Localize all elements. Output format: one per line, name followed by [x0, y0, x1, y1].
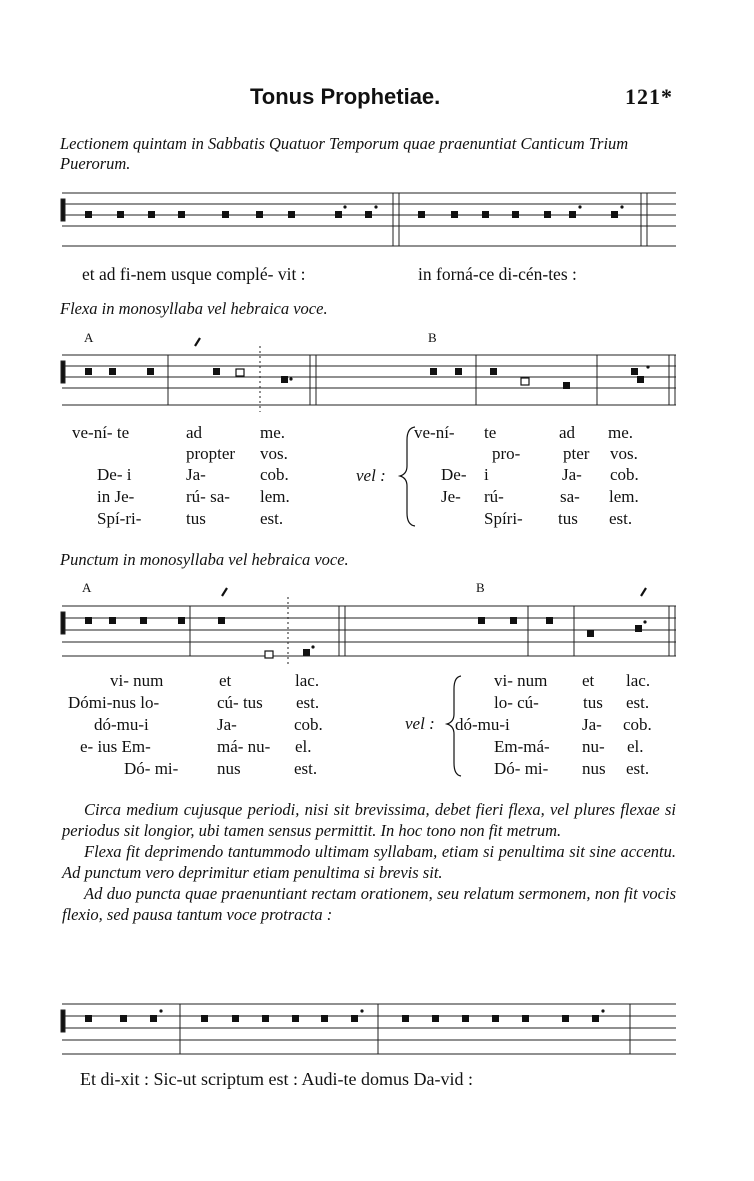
- flexa-right-cell: est.: [609, 509, 633, 528]
- flexa-label-b: B: [428, 330, 437, 345]
- flexa-right-cell: me.: [608, 423, 634, 442]
- flexa-left-cell: ve-ní- te: [72, 423, 130, 442]
- flexa-label-a: A: [84, 330, 94, 345]
- flexa-left-cell: tus: [186, 509, 206, 528]
- punctum-right-cell: est.: [626, 759, 650, 778]
- flexa-right-cell: Ja-: [562, 465, 582, 484]
- flexa-right-cell: te: [484, 423, 497, 442]
- flexa-right-cell: lem.: [609, 487, 639, 506]
- flexa-left-cell: me.: [260, 423, 286, 442]
- punctum-right-cell: vi- num: [494, 671, 548, 690]
- punctum-right-cell: cob.: [623, 715, 652, 734]
- flexa-left-cell: Spí-ri-: [97, 509, 142, 528]
- punctum-rubric: Punctum in monosyllaba vel hebraica voce.: [60, 550, 349, 569]
- flexa-left-cell: vos.: [260, 444, 288, 463]
- flexa-left-cell: ad: [186, 423, 203, 442]
- punctum-right-cell: el.: [627, 737, 644, 756]
- punctum-right-cell: Em-má-: [494, 737, 550, 756]
- punctum-right-cell: dó-mu-i: [455, 715, 510, 734]
- flexa-right-cell: Je-: [441, 487, 461, 506]
- flexa-rubric: Flexa in monosyllaba vel hebraica voce.: [60, 299, 328, 318]
- punctum-left-cell: dó-mu-i: [94, 715, 149, 734]
- flexa-left-cell: propter: [186, 444, 236, 463]
- paragraph: Flexa fit deprimendo tantummodo ultimam syllabam, etiam si penultima sit sine accentu. Ad punctum vero deprimitur etiam penultima si brevis sit.: [62, 842, 676, 882]
- flexa-left-cell: est.: [260, 509, 284, 528]
- final-example-lyric: Et di-xit : Sic-ut scriptum est : Audi-te domus Da-vid :: [80, 1069, 473, 1089]
- punctum-label-b: B: [476, 580, 485, 595]
- punctum-right-cell: nu-: [582, 737, 605, 756]
- page-number: 121*: [625, 84, 673, 109]
- paragraph: Ad duo puncta quae praenuntiant rectam orationem, seu relatum sermonem, non fit vocis flexio, sed pausa tantum voce protracta :: [62, 884, 676, 924]
- punctum-right-cell: et: [582, 671, 595, 690]
- punctum-right-cell: lac.: [626, 671, 651, 690]
- page-title: Tonus Prophetiae.: [250, 84, 441, 109]
- flexa-left-cell: Ja-: [186, 465, 206, 484]
- punctum-left-cell: Ja-: [217, 715, 237, 734]
- flexa-right-cell: cob.: [610, 465, 639, 484]
- punctum-vel-label: vel :: [405, 714, 435, 733]
- flexa-right-cell: rú-: [484, 487, 504, 506]
- staff-3: [61, 597, 676, 664]
- punctum-right-cell: lo- cú-: [494, 693, 539, 712]
- flexa-right-cell: vos.: [610, 444, 638, 463]
- flexa-left-cell: rú- sa-: [186, 487, 230, 506]
- flexa-left-cell: lem.: [260, 487, 290, 506]
- punctum-label-a: A: [82, 580, 92, 595]
- rubric-paragraphs: [62, 800, 676, 926]
- flexa-left-cell: cob.: [260, 465, 289, 484]
- flexa-right-cell: ve-ní-: [414, 423, 455, 442]
- punctum-left-cell: et: [219, 671, 232, 690]
- flexa-right-cell: i: [484, 465, 489, 484]
- flexa-left-cell: in Je-: [97, 487, 135, 506]
- flexa-right-cell: sa-: [560, 487, 580, 506]
- punctum-right-cell: nus: [582, 759, 606, 778]
- flexa-left-cell: De- i: [97, 465, 132, 484]
- punctum-left-cell: cob.: [294, 715, 323, 734]
- flexa-right-cell: De-: [441, 465, 467, 484]
- staff-4: [61, 1004, 676, 1054]
- flexa-right-cell: pro-: [492, 444, 521, 463]
- punctum-left-cell: vi- num: [110, 671, 164, 690]
- paragraph: Circa medium cujusque periodi, nisi sit brevissima, debet fieri flexa, vel plures flexae si periodus sit longior, ubi tamen sensus permittit. In hoc tono non fit metrum.: [62, 800, 676, 840]
- staff-1: [61, 193, 676, 246]
- punctum-left-cell: est.: [296, 693, 320, 712]
- punctum-left-cell: e- ius Em-: [80, 737, 151, 756]
- punctum-left-cell: el.: [295, 737, 312, 756]
- punctum-left-cell: est.: [294, 759, 318, 778]
- flexa-right-cell: Spíri-: [484, 509, 523, 528]
- flexa-right-cell: tus: [558, 509, 578, 528]
- punctum-right-cell: tus: [583, 693, 603, 712]
- punctum-left-cell: cú- tus: [217, 693, 263, 712]
- staff-2: [61, 346, 676, 412]
- punctum-right-cell: Ja-: [582, 715, 602, 734]
- example1-lyric-right: in forná-ce di-cén-tes :: [418, 264, 577, 284]
- example1-lyric-left: et ad fi-nem usque complé- vit :: [82, 264, 306, 284]
- punctum-left-cell: má- nu-: [217, 737, 271, 756]
- intro-rubric: Lectionem quintam in Sabbatis Quatuor Temporum quae praenuntiat Canticum Trium Puerorum.: [60, 134, 629, 173]
- flexa-vel-label: vel :: [356, 466, 386, 485]
- punctum-right-cell: Dó- mi-: [494, 759, 549, 778]
- flexa-right-cell: ad: [559, 423, 576, 442]
- flexa-right-cell: pter: [563, 444, 590, 463]
- punctum-left-cell: lac.: [295, 671, 320, 690]
- punctum-left-cell: Dómi-nus lo-: [68, 693, 160, 712]
- punctum-right-cell: est.: [626, 693, 650, 712]
- punctum-left-cell: nus: [217, 759, 241, 778]
- punctum-left-cell: Dó- mi-: [124, 759, 179, 778]
